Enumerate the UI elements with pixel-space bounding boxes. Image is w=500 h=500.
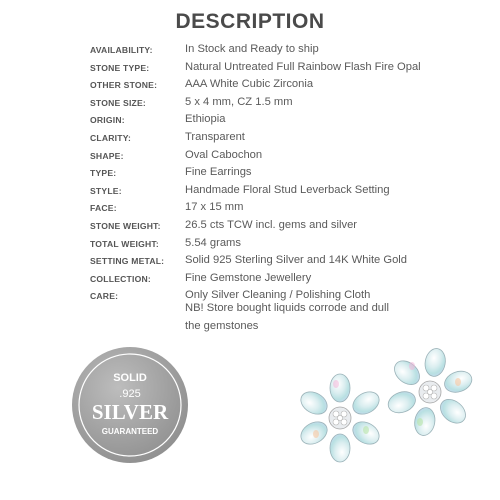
cz-center-cluster xyxy=(329,407,351,429)
spec-row-collection xyxy=(90,271,490,289)
spec-row-total-weight xyxy=(90,236,490,254)
spec-value: Only Silver Cleaning / Polishing Cloth xyxy=(185,289,371,302)
spec-value: 17 x 15 mm xyxy=(185,201,244,214)
spec-value: Fine Earrings xyxy=(185,166,252,179)
seal-line-4: GUARANTEED xyxy=(101,427,159,436)
seal-line-2: .925 xyxy=(119,388,141,400)
spec-value: In Stock and Ready to ship xyxy=(185,43,319,55)
spec-label: SHAPE: xyxy=(90,150,124,161)
spec-row-shape xyxy=(90,148,490,166)
seal-line-3: SILVER xyxy=(91,400,169,424)
spec-value: Transparent xyxy=(185,130,245,143)
spec-row-clarity xyxy=(90,130,490,148)
spec-label: TYPE: xyxy=(90,168,117,179)
right-earring xyxy=(385,347,475,437)
spec-row-setting-metal xyxy=(90,253,490,271)
spec-label: OTHER STONE: xyxy=(90,80,158,91)
spec-list xyxy=(90,42,490,306)
spec-value: Natural Untreated Full Rainbow Flash Fire Opal xyxy=(185,60,421,73)
left-earring xyxy=(297,374,383,462)
spec-value: 5 x 4 mm, CZ 1.5 mm xyxy=(185,95,293,108)
spec-value: 26.5 cts TCW incl. gems and silver xyxy=(185,218,358,231)
spec-row-stone-type xyxy=(90,60,490,78)
spec-row-style xyxy=(90,183,490,201)
care-note-line-1: NB! Store bought liquids corrode and dull xyxy=(185,302,389,314)
solid-silver-seal xyxy=(70,345,190,465)
spec-label: COLLECTION: xyxy=(90,273,151,284)
spec-value: Oval Cabochon xyxy=(185,148,263,161)
spec-label: STYLE: xyxy=(90,185,122,196)
spec-label: CARE: xyxy=(90,291,119,302)
spec-value: Handmade Floral Stud Leverback Setting xyxy=(185,183,390,196)
earrings-photo xyxy=(285,340,490,480)
spec-value: Fine Gemstone Jewellery xyxy=(185,271,312,284)
spec-label: SETTING METAL: xyxy=(90,256,165,267)
spec-label: FACE: xyxy=(90,203,117,214)
spec-value: AAA White Cubic Zirconia xyxy=(185,78,314,91)
spec-value: 5.54 grams xyxy=(185,236,241,249)
spec-row-origin xyxy=(90,112,490,130)
spec-value: Ethiopia xyxy=(185,113,226,126)
care-note-line-2: the gemstones xyxy=(185,319,259,332)
seal-line-1: SOLID xyxy=(113,372,147,384)
spec-label: STONE SIZE: xyxy=(90,97,146,108)
spec-label: STONE TYPE: xyxy=(90,62,150,73)
spec-label: TOTAL WEIGHT: xyxy=(90,238,159,249)
care-note xyxy=(185,300,389,335)
spec-label: STONE WEIGHT: xyxy=(90,220,161,231)
spec-value: Solid 925 Sterling Silver and 14K White Gold xyxy=(185,254,408,267)
cz-center-cluster xyxy=(419,381,441,403)
spec-row-type xyxy=(90,165,490,183)
spec-row-other-stone xyxy=(90,77,490,95)
spec-row-stone-weight xyxy=(90,218,490,236)
spec-row-face xyxy=(90,200,490,218)
spec-row-stone-size xyxy=(90,95,490,113)
spec-label: ORIGIN: xyxy=(90,115,125,126)
page-title: DESCRIPTION xyxy=(175,10,325,33)
spec-label: AVAILABILITY: xyxy=(90,45,153,55)
spec-row-availability xyxy=(90,42,490,60)
spec-label: CLARITY: xyxy=(90,132,132,143)
